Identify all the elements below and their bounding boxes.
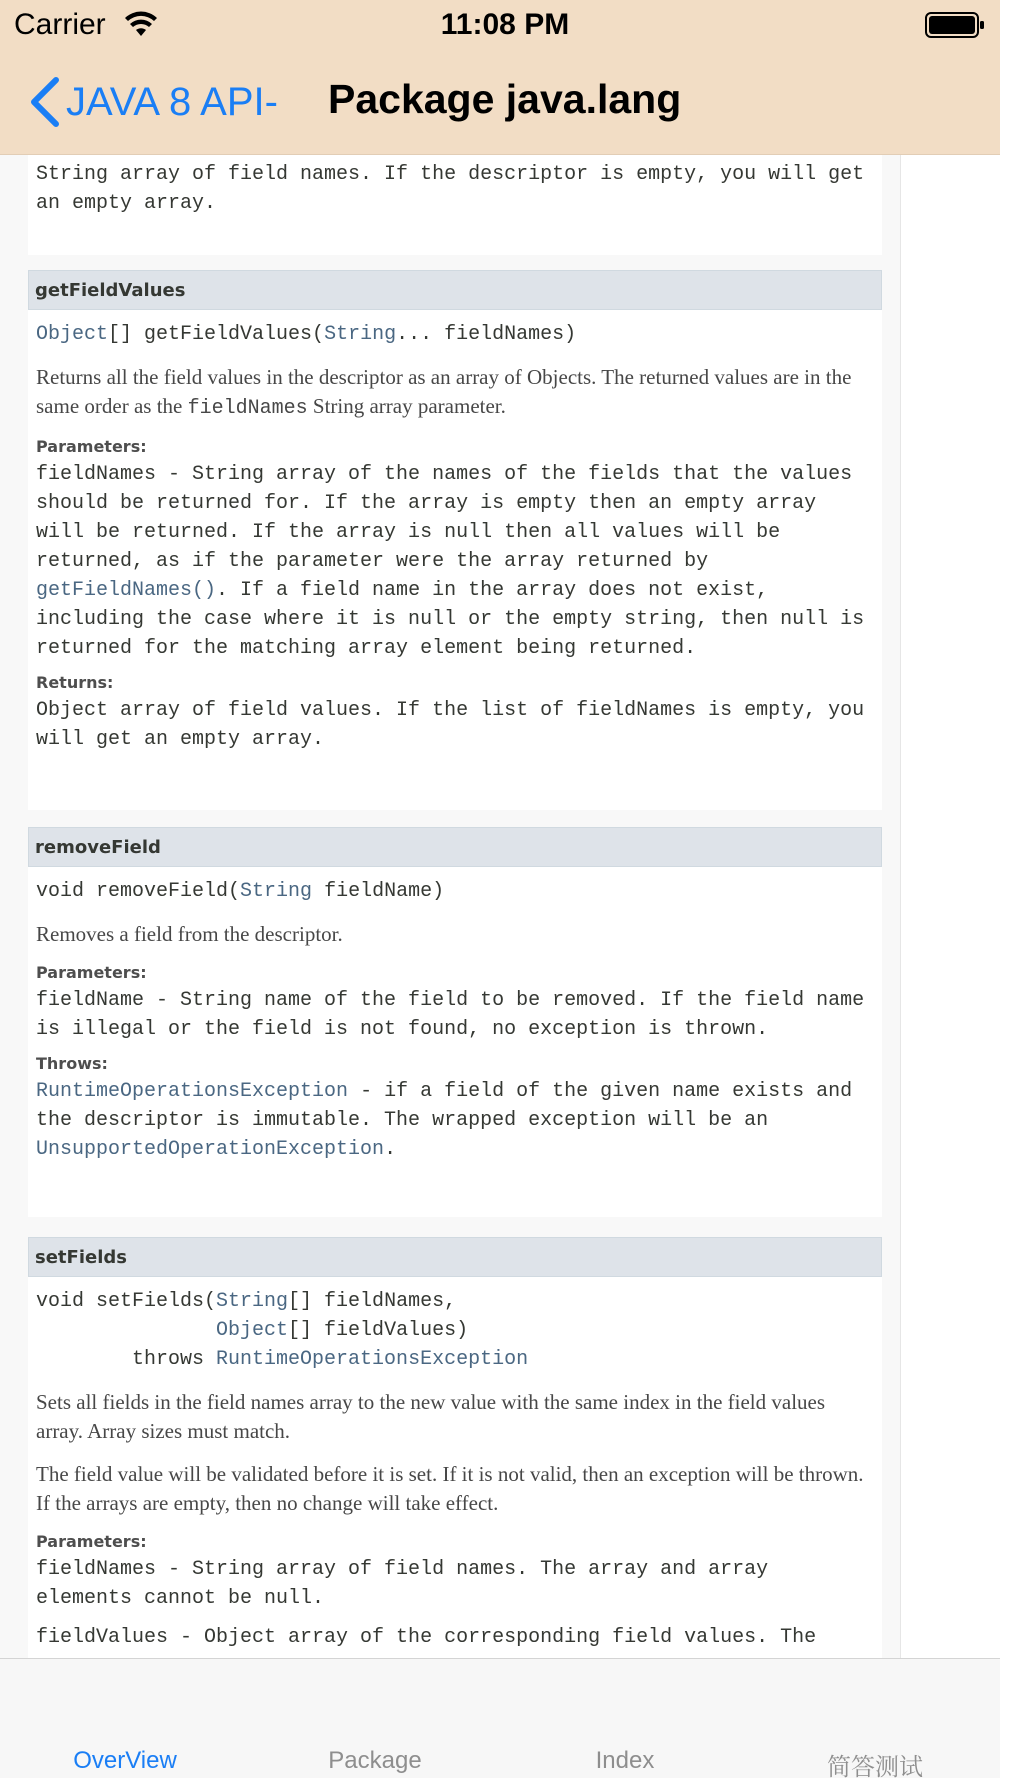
tab-quiz[interactable]: 简答测试 bbox=[827, 1754, 923, 1781]
exception-link[interactable]: RuntimeOperationsException bbox=[36, 1080, 349, 1103]
exception-link[interactable]: RuntimeOperationsException bbox=[216, 1348, 529, 1371]
parameters-label: Parameters: bbox=[36, 437, 147, 456]
method-card-getfieldvalues bbox=[28, 270, 882, 810]
method-description: The field value will be validated before it is set. If it is not valid, then an exception will be thrown. If the arrays are empty, then no change will take effect. bbox=[36, 1462, 864, 1515]
method-signature bbox=[36, 877, 874, 906]
type-link[interactable]: String bbox=[240, 880, 313, 903]
parameter-description: fieldNames - String array of field names. The array and array elements cannot be null. bbox=[36, 1558, 769, 1610]
method-heading: setFields bbox=[28, 1237, 882, 1277]
returns-label: Returns: bbox=[36, 673, 114, 692]
signature-text: [] fieldValues) bbox=[288, 1319, 469, 1342]
throws-label: Throws: bbox=[36, 1054, 108, 1073]
back-button[interactable] bbox=[28, 74, 278, 130]
tab-overview[interactable]: OverView bbox=[73, 1747, 177, 1774]
status-time: 11:08 PM bbox=[440, 8, 570, 41]
parameter-text: fieldNames - String array of the names of the fields that the values should be returned for. If the array is empty then an empty array will be returned. If the array is null then all values will be returned, as if the parameter were the array returned by bbox=[36, 463, 853, 573]
signature-indent bbox=[36, 1319, 216, 1342]
signature-text: void setFields( bbox=[36, 1290, 217, 1313]
tab-index[interactable]: Index bbox=[595, 1747, 655, 1774]
gutter-divider bbox=[900, 155, 901, 1658]
parameter-description: fieldName - String name of the field to be removed. If the field name is illegal or the field is not found, no exception is thrown. bbox=[36, 989, 865, 1041]
chevron-left-icon bbox=[28, 76, 62, 128]
carrier-label: Carrier bbox=[14, 8, 106, 41]
description-text: String array parameter. bbox=[307, 394, 506, 418]
signature-text: fieldName) bbox=[312, 880, 445, 903]
throws-text: - if a field of the given name exists and the descriptor is immutable. The wrapped exception will be an bbox=[36, 1080, 853, 1132]
returns-text: Object array of field values. If the list of fieldNames is empty, you will get an empty array. bbox=[36, 699, 865, 751]
method-card-setfields bbox=[28, 1237, 882, 1680]
method-description: Removes a field from the descriptor. bbox=[36, 922, 343, 946]
signature-text: throws bbox=[36, 1348, 217, 1371]
signature-text: [] fieldNames, bbox=[288, 1290, 457, 1313]
type-link[interactable]: Object bbox=[36, 323, 109, 346]
method-heading: getFieldValues bbox=[28, 270, 882, 310]
type-link[interactable]: String bbox=[324, 323, 397, 346]
type-link[interactable]: String bbox=[216, 1290, 289, 1313]
parameters-label: Parameters: bbox=[36, 1532, 147, 1551]
inline-code: fieldNames bbox=[187, 397, 308, 420]
method-card-removefield bbox=[28, 827, 882, 1217]
top-bar bbox=[0, 0, 1000, 155]
throws-text: . bbox=[384, 1138, 397, 1161]
method-description bbox=[36, 363, 874, 423]
type-link[interactable]: Object bbox=[216, 1319, 289, 1342]
parameter-description: fieldValues - Object array of the corresponding field values. The bbox=[36, 1626, 817, 1649]
exception-link[interactable]: UnsupportedOperationException bbox=[36, 1138, 385, 1161]
navigation-bar bbox=[0, 62, 1000, 142]
status-bar bbox=[0, 0, 1000, 50]
method-description: Sets all fields in the field names array to the new value with the same index in the field values array. Array sizes must match. bbox=[36, 1390, 826, 1443]
parameter-description bbox=[36, 460, 874, 663]
method-heading: removeField bbox=[28, 827, 882, 867]
method-link[interactable]: getFieldNames() bbox=[36, 579, 217, 602]
tab-bar bbox=[0, 1658, 1000, 1781]
method-signature bbox=[36, 1287, 874, 1374]
parameters-label: Parameters: bbox=[36, 963, 147, 982]
throws-description bbox=[36, 1077, 874, 1164]
returns-text: String array of field names. If the descriptor is empty, you will get an empty array. bbox=[36, 163, 865, 215]
battery-icon bbox=[925, 11, 985, 39]
signature-text: void removeField( bbox=[36, 880, 241, 903]
content-scroll-area[interactable] bbox=[0, 155, 1000, 1658]
back-button-label: JAVA 8 API- bbox=[66, 79, 278, 124]
method-signature bbox=[36, 320, 874, 349]
signature-text: ... fieldNames) bbox=[396, 323, 577, 346]
parameter-text: . If a field name in the array does not exist, including the case where it is null or the empty string, then null is returned for the matching array element being returned. bbox=[36, 579, 865, 660]
tab-package[interactable]: Package bbox=[328, 1747, 422, 1774]
description-text: Returns all the field values in the descriptor as an array of Objects. The returned values are in the same order as the bbox=[36, 365, 852, 418]
page-title: Package java.lang bbox=[328, 76, 682, 122]
signature-text: [] getFieldValues( bbox=[108, 323, 325, 346]
